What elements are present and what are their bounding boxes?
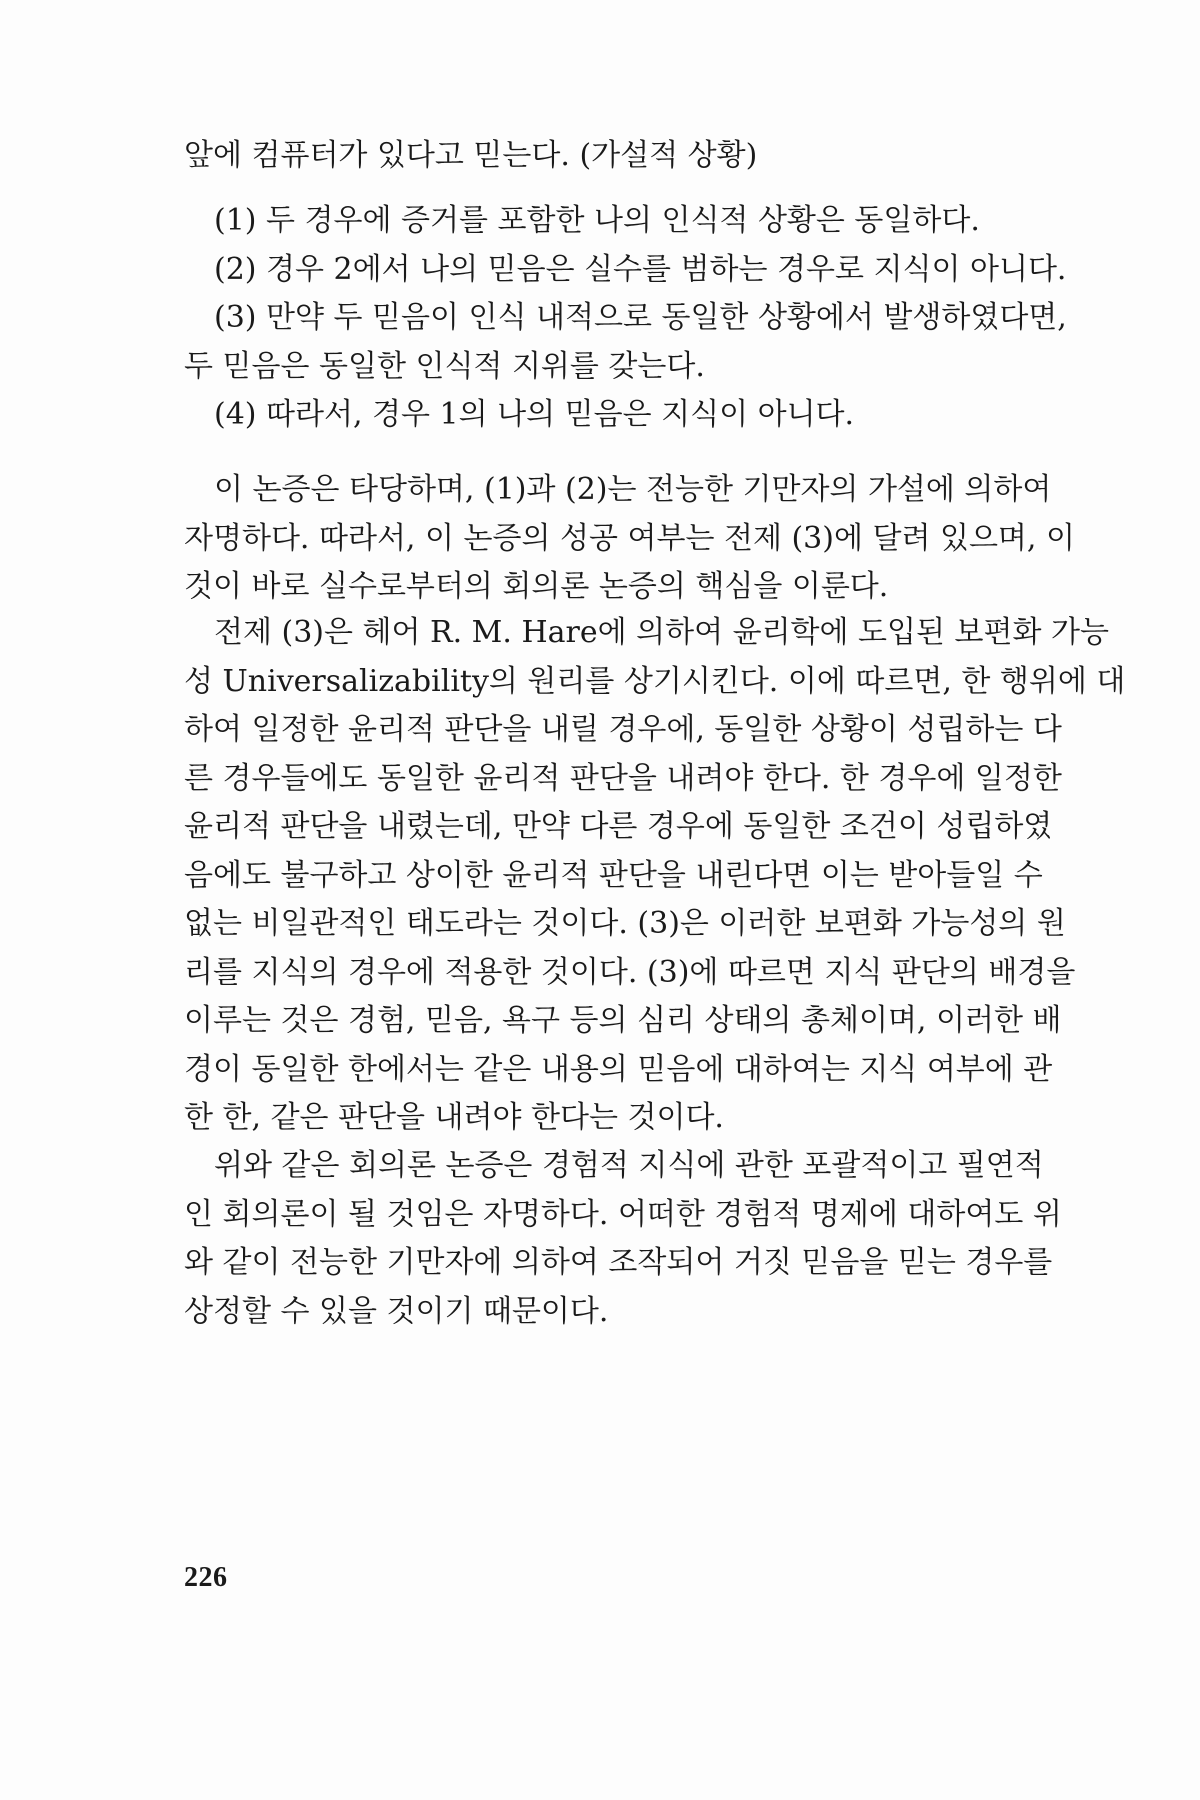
paragraph-line: 인 회의론이 될 것임은 자명하다. 어떠한 경험적 명제에 대하여도 위 (184, 1196, 1062, 1232)
premise-1: (1) 두 경우에 증거를 포함한 나의 인식적 상황은 동일하다. (214, 203, 980, 238)
paragraph-line: 자명하다. 따라서, 이 논증의 성공 여부는 전제 (3)에 달려 있으며, 이 (184, 520, 1075, 556)
intro-line: 앞에 컴퓨터가 있다고 믿는다. (가설적 상황) (184, 138, 758, 173)
paragraph-2 (184, 609, 1126, 1143)
paragraph-line: 윤리적 판단을 내렸는데, 만약 다른 경우에 동일한 조건이 성립하였 (184, 809, 1053, 844)
paragraph-line: 성 Universalizability의 원리를 상기시킨다. 이에 따르면, 한 행위에 대 (184, 663, 1126, 699)
paragraph-line: 없는 비일관적인 태도라는 것이다. (3)은 이러한 보편화 가능성의 원 (184, 906, 1066, 941)
premise-3-line-2: 두 믿음은 동일한 인식적 지위를 갖는다. (184, 348, 705, 384)
paragraph-line: 하여 일정한 윤리적 판단을 내릴 경우에, 동일한 상황이 성립하는 다 (184, 712, 1062, 747)
paragraph-line: 상정할 수 있을 것이기 때문이다. (184, 1293, 609, 1329)
paragraph-line: 른 경우들에도 동일한 윤리적 판단을 내려야 한다. 한 경우에 일정한 (184, 760, 1062, 796)
paragraph-line: 이루는 것은 경험, 믿음, 욕구 등의 심리 상태의 총체이며, 이러한 배 (184, 1003, 1062, 1038)
premise-2: (2) 경우 2에서 나의 믿음은 실수를 범하는 경우로 지식이 아니다. (214, 251, 1067, 287)
paragraph-line: 한 한, 같은 판단을 내려야 한다는 것이다. (184, 1100, 724, 1135)
paragraph-line: 경이 동일한 한에서는 같은 내용의 믿음에 대하여는 지식 여부에 관 (184, 1051, 1053, 1087)
premise-3-line-1: (3) 만약 두 믿음이 인식 내적으로 동일한 상황에서 발생하였다면, (214, 300, 1067, 335)
premise-4: (4) 따라서, 경우 1의 나의 믿음은 지식이 아니다. (214, 397, 855, 432)
paragraph-line: 이 논증은 타당하며, (1)과 (2)는 전능한 기만자의 가설에 의하여 (214, 472, 1052, 507)
paragraph-line: 것이 바로 실수로부터의 회의론 논증의 핵심을 이룬다. (184, 569, 889, 604)
paragraph-line: 음에도 불구하고 상이한 윤리적 판단을 내린다면 이는 받아들일 수 (184, 857, 1043, 893)
paragraph-line: 와 같이 전능한 기만자에 의하여 조작되어 거짓 믿음을 믿는 경우를 (184, 1245, 1053, 1280)
page-number: 226 (184, 1562, 228, 1593)
paragraph-1 (184, 466, 1075, 612)
premise-list (184, 197, 1067, 440)
intro-block (184, 132, 1020, 181)
paragraph-line: 위와 같은 회의론 논증은 경험적 지식에 관한 포괄적이고 필연적 (214, 1148, 1044, 1183)
paragraph-line: 리를 지식의 경우에 적용한 것이다. (3)에 따르면 지식 판단의 배경을 (184, 954, 1076, 990)
paragraph-line: 전제 (3)은 헤어 R. M. Hare에 의하여 윤리학에 도입된 보편화 가능 (214, 615, 1109, 650)
paragraph-3 (184, 1142, 1062, 1336)
